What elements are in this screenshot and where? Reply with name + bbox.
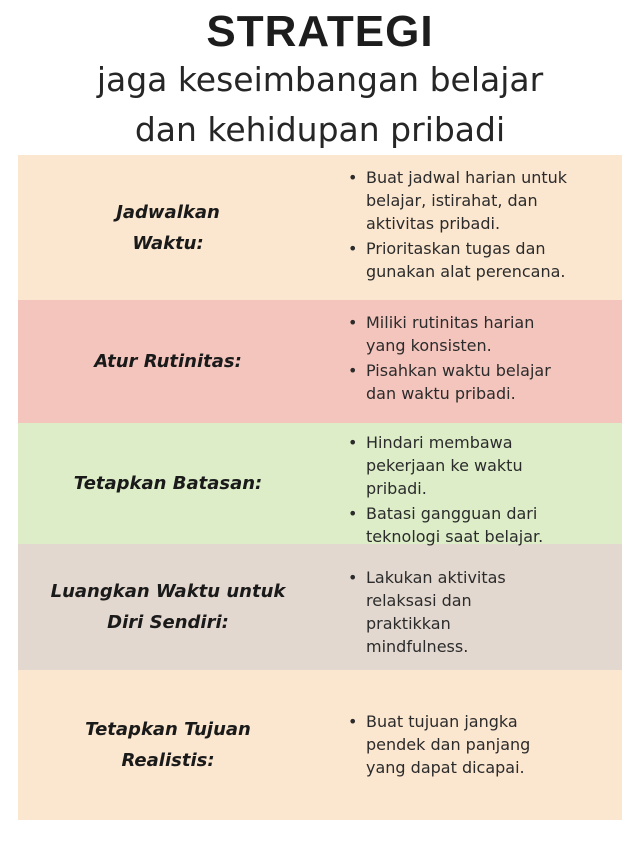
strategy-row-routine <box>18 300 622 423</box>
bullet-item: • Batasi gangguan dari teknologi saat belajar. <box>348 502 614 548</box>
strategy-row-boundaries <box>18 423 622 544</box>
subtitle-line-2: dan kehidupan pribadi <box>134 110 506 149</box>
strategy-label-line: Tetapkan Batasan: <box>73 473 263 494</box>
strategy-label <box>18 544 318 670</box>
strategy-row-self-time <box>18 544 622 670</box>
bullet-item: • Buat tujuan jangka pendek dan panjang yang dapat dicapai. <box>348 710 614 779</box>
bullet-item: • Hindari membawa pekerjaan ke waktu pribadi. <box>348 431 614 500</box>
strategy-row-goals <box>18 670 622 820</box>
strategy-label <box>18 670 318 820</box>
strategy-label-line: Diri Sendiri: <box>107 612 229 633</box>
strategy-label-line: Realistis: <box>121 750 215 771</box>
strategy-label-line: Atur Rutinitas: <box>94 351 242 372</box>
bullet-item: • Buat jadwal harian untuk belajar, istirahat, dan aktivitas pribadi. <box>348 166 614 235</box>
strategy-label <box>18 300 318 423</box>
strategy-label-line: Waktu: <box>132 232 204 254</box>
strategy-label <box>18 423 318 544</box>
page-title: STRATEGI <box>206 7 434 56</box>
bullet-item: • Pisahkan waktu belajar dan waktu pribadi. <box>348 359 614 405</box>
strategy-row-schedule <box>18 155 622 300</box>
subtitle-line-1: jaga keseimbangan belajar <box>96 60 544 99</box>
bullet-item: • Miliki rutinitas harian yang konsisten. <box>348 311 614 357</box>
bullet-item: • Lakukan aktivitas relaksasi dan praktikkan mindfulness. <box>348 566 614 658</box>
strategy-label <box>18 155 318 300</box>
strategy-label-line: Tetapkan Tujuan <box>85 719 251 740</box>
strategy-bullets <box>318 423 622 544</box>
strategy-bullets <box>318 544 622 670</box>
strategy-label-line: Luangkan Waktu untuk <box>50 581 286 602</box>
strategy-bullets <box>318 670 622 820</box>
strategy-table <box>18 155 622 820</box>
strategy-label-line: Jadwalkan <box>116 201 220 223</box>
bullet-item: • Prioritaskan tugas dan gunakan alat perencana. <box>348 237 614 283</box>
strategy-bullets <box>318 300 622 423</box>
strategy-bullets <box>318 155 622 300</box>
